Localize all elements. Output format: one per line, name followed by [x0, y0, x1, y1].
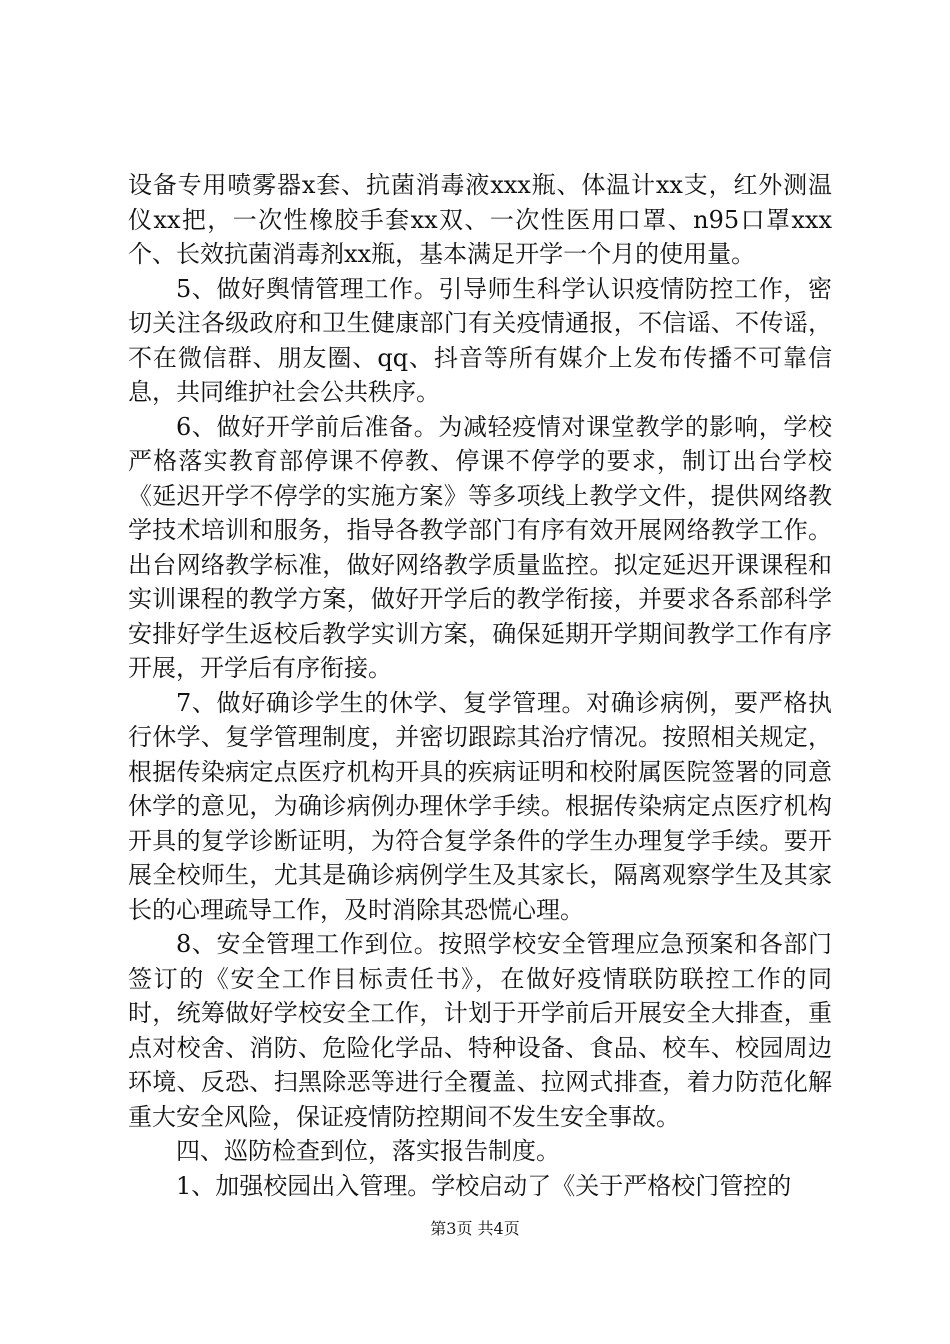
paragraph-item-5: 5、做好舆情管理工作。引导师生科学认识疫情防控工作，密切关注各级政府和卫生健康部门有关疫情通报，不信谣、不传谣，不在微信群、朋友圈、qq、抖音等所有媒介上发布传播不可靠信息，共同维护社会公共秩序。 — [128, 274, 832, 406]
document-body — [128, 168, 832, 1203]
paragraph-item-6: 6、做好开学前后准备。为减轻疫情对课堂教学的影响，学校严格落实教育部停课不停教、停课不停学的要求，制订出台学校《延迟开学不停学的实施方案》等多项线上教学文件，提供网络教学技术培训和服务，指导各教学部门有序有效开展网络教学工作。出台网络教学标准，做好网络教学质量监控。拟定延迟开课课程和实训课程的教学方案，做好开学后的教学衔接，并要求各系部科学安排好学生返校后教学实训方案，确保延期开学期间教学工作有序开展，开学后有序衔接。 — [128, 412, 832, 682]
paragraph-item-7: 7、做好确诊学生的休学、复学管理。对确诊病例，要严格执行休学、复学管理制度，并密切跟踪其治疗情况。按照相关规定，根据传染病定点医疗机构开具的疾病证明和校附属医院签署的同意休学的意见，为确诊病例办理休学手续。根据传染病定点医疗机构开具的复学诊断证明，为符合复学条件的学生办理复学手续。要开展全校师生，尤其是确诊病例学生及其家长，隔离观察学生及其家长的心理疏导工作，及时消除其恐慌心理。 — [128, 688, 832, 924]
paragraph-item-8: 8、安全管理工作到位。按照学校安全管理应急预案和各部门签订的《安全工作目标责任书》，在做好疫情联防联控工作的同时，统筹做好学校安全工作，计划于开学前后开展安全大排查，重点对校舍、消防、危险化学品、特种设备、食品、校车、校园周边环境、反恐、扫黑除恶等进行全覆盖、拉网式排查，着力防范化解重大安全风险，保证疫情防控期间不发生安全事故。 — [128, 930, 832, 1131]
paragraph-continuation: 设备专用喷雾器x套、抗菌消毒液xxx瓶、体温计xx支，红外测温仪xx把，一次性橡胶手套xx双、一次性医用口罩、n95口罩xxx个、长效抗菌消毒剂xx瓶，基本满足开学一个月的使用量。 — [128, 171, 832, 268]
section-heading-4: 四、巡防检查到位，落实报告制度。 — [176, 1137, 560, 1165]
page-footer: 第3页 共4页 — [430, 1219, 520, 1238]
paragraph-item-1: 1、加强校园出入管理。学校启动了《关于严格校门管控的 — [176, 1171, 792, 1200]
